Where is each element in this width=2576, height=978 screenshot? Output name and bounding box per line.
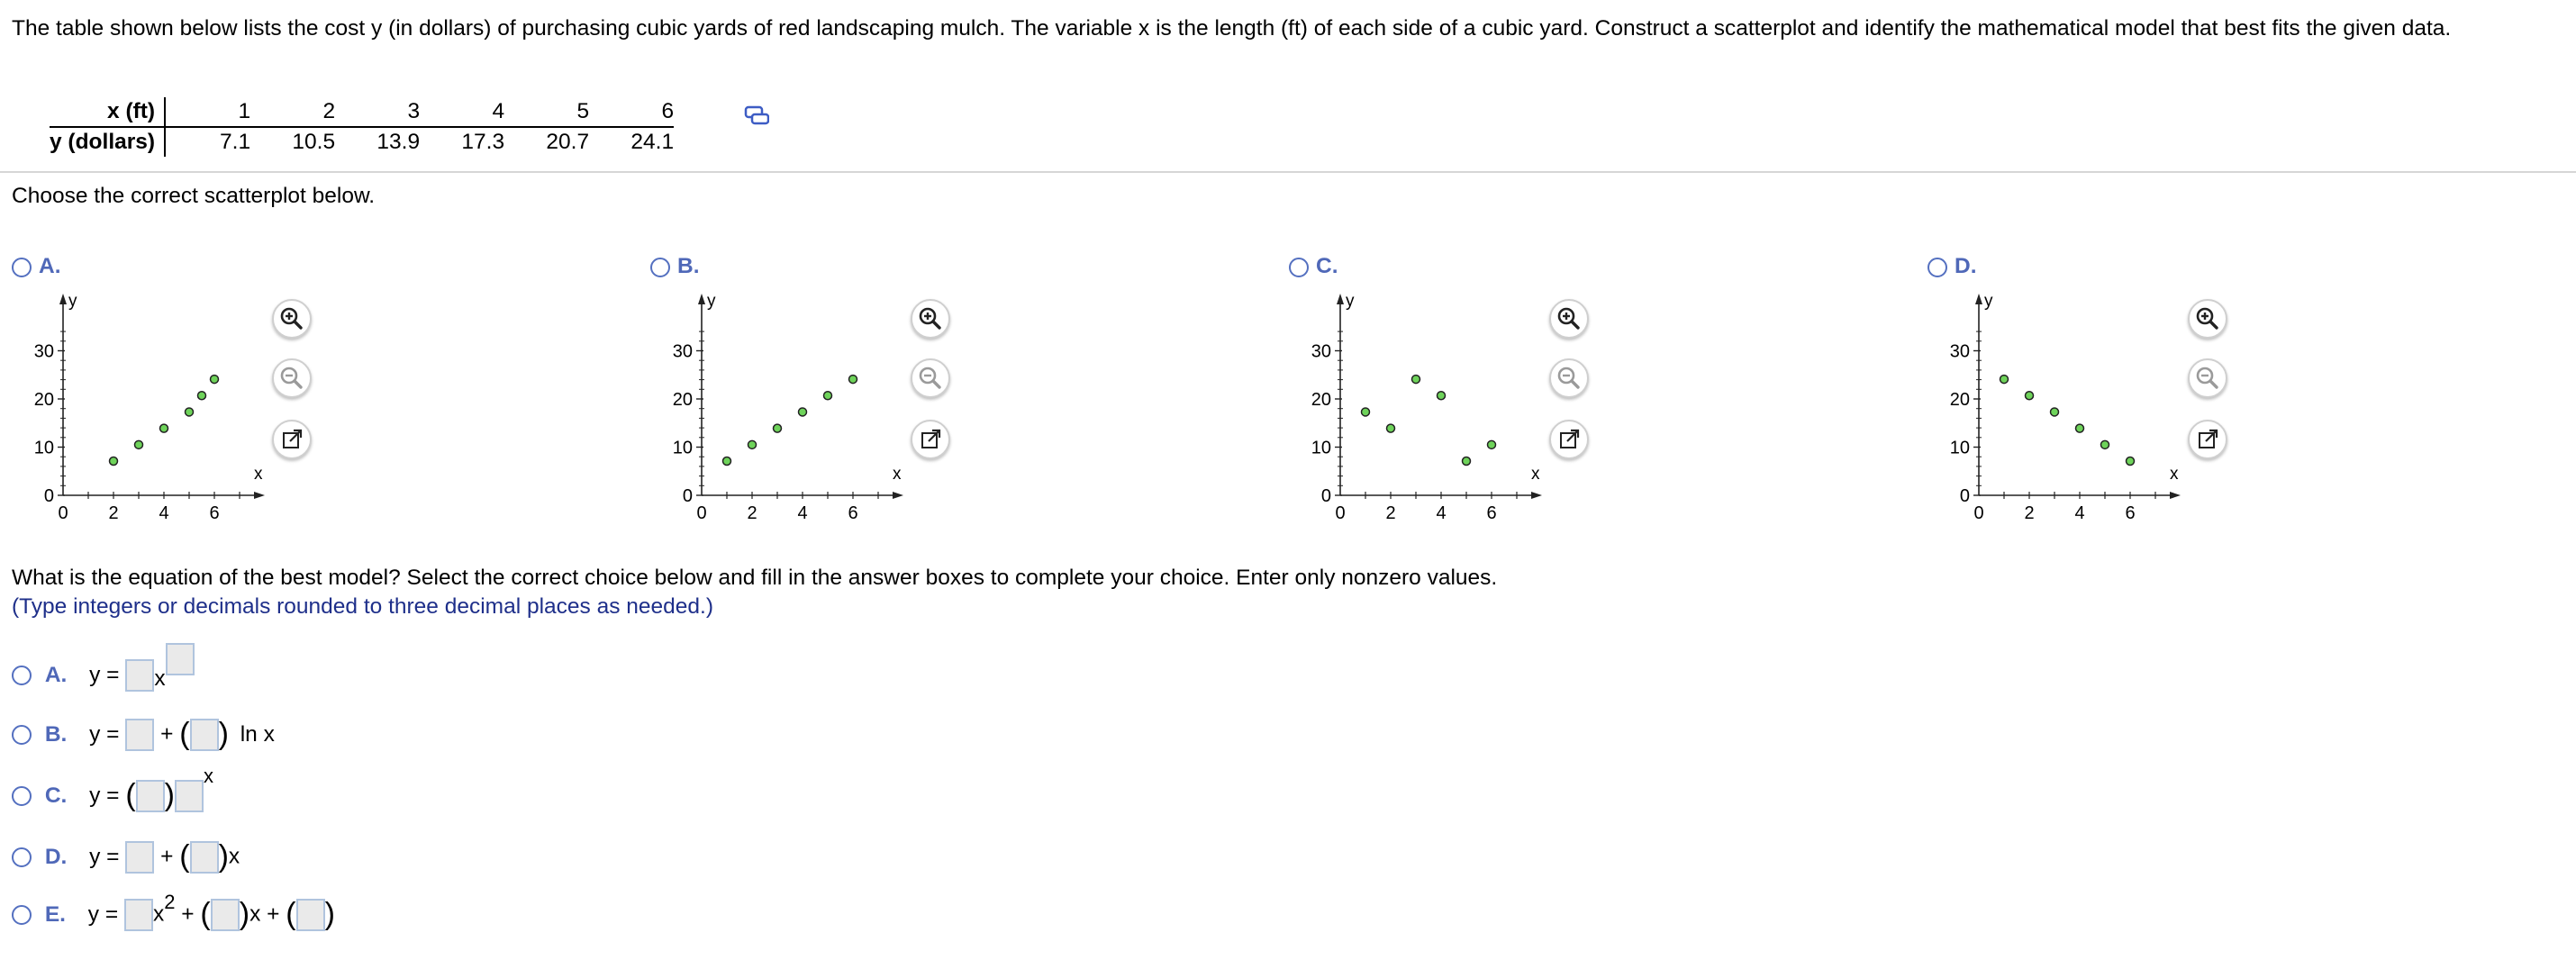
y-axis-arrow: [1975, 294, 1982, 304]
y-tick-label: 30: [1311, 341, 1331, 362]
y-axis-arrow: [698, 294, 705, 304]
y-tick-label: 20: [1311, 390, 1331, 410]
equation-hint: (Type integers or decimals rounded to three decimal places as needed.): [12, 594, 713, 619]
x-header: x (ft): [50, 97, 165, 127]
left-paren: (: [179, 839, 190, 874]
popout-button[interactable]: [272, 420, 312, 459]
plus-sign: +: [267, 901, 280, 927]
data-point: [1387, 424, 1395, 432]
x-value: 4: [420, 97, 504, 127]
answer-box-coefficient[interactable]: [136, 780, 165, 812]
x-value: 6: [589, 97, 674, 127]
zoom-out-button[interactable]: [1549, 358, 1589, 398]
y-value: 7.1: [220, 130, 251, 154]
data-point: [1412, 376, 1420, 384]
choice-letter: D.: [44, 844, 68, 869]
data-point: [1362, 408, 1370, 416]
answer-box-base[interactable]: [175, 780, 204, 812]
y-header: y (dollars): [50, 127, 165, 157]
x-value: 1: [165, 97, 250, 127]
copy-table-icon[interactable]: [744, 104, 769, 126]
x-tick-label: 2: [2024, 503, 2035, 523]
y-tick-label: 10: [672, 438, 693, 458]
zoom-out-icon: [274, 360, 310, 396]
y-value: 20.7: [546, 130, 590, 154]
equation-choice-b[interactable]: [12, 717, 275, 752]
data-point: [849, 376, 857, 384]
x-axis-arrow: [1531, 492, 1542, 499]
x-axis-arrow: [2170, 492, 2181, 499]
data-point: [2026, 392, 2034, 400]
radio-button[interactable]: [12, 725, 32, 745]
data-point: [1438, 392, 1446, 400]
ln-x: ln x: [240, 721, 275, 747]
equation-lhs: y =: [89, 844, 120, 869]
x-tick-label: 6: [1486, 503, 1497, 523]
scatter-choice-letter: C.: [1316, 254, 1338, 278]
data-point: [2101, 440, 2109, 448]
answer-box-quadratic[interactable]: [124, 899, 153, 931]
y-tick-label: 10: [1311, 438, 1331, 458]
popout-button[interactable]: [2188, 420, 2227, 459]
choice-letter: E.: [44, 901, 66, 927]
y-tick-label: 20: [33, 390, 54, 410]
radio-button[interactable]: [12, 847, 32, 867]
variable-x: x: [152, 901, 165, 927]
scatter-choice-letter: A.: [39, 254, 61, 278]
data-point: [748, 440, 757, 448]
data-point: [160, 424, 168, 432]
data-point: [723, 457, 731, 466]
data-point: [1488, 440, 1496, 448]
x-tick-label: 6: [848, 503, 858, 523]
zoom-in-icon: [912, 301, 948, 337]
scatterplot-d: [1923, 286, 2184, 530]
answer-box-coefficient[interactable]: [125, 659, 154, 692]
data-point: [135, 440, 143, 448]
data-table: [50, 97, 674, 157]
zoom-in-button[interactable]: [911, 299, 950, 339]
x-tick-label: 4: [2074, 503, 2085, 523]
scatter-prompt: Choose the correct scatterplot below.: [12, 184, 376, 208]
data-point: [110, 457, 118, 466]
variable-x: x: [228, 844, 240, 869]
zoom-out-icon: [912, 360, 948, 396]
answer-box-exponent[interactable]: [166, 643, 195, 675]
equation-lhs: y =: [89, 663, 120, 687]
plus-sign: +: [160, 721, 174, 747]
x-tick-label: 2: [1385, 503, 1396, 523]
scatter-choice-radio[interactable]: [650, 258, 670, 277]
x-axis-label: x: [1531, 465, 1540, 484]
y-axis-label: y: [707, 292, 716, 311]
data-point: [186, 408, 194, 416]
equation-choice-d[interactable]: [12, 839, 240, 874]
x-value: 2: [250, 97, 335, 127]
equation-lhs: y =: [89, 721, 120, 747]
y-tick-label: 10: [33, 438, 54, 458]
y-value: 24.1: [630, 130, 675, 154]
scatter-choice-letter: B.: [677, 254, 700, 278]
variable-x: x: [249, 901, 261, 927]
answer-box-linear[interactable]: [211, 899, 240, 931]
x-tick-label: 6: [2125, 503, 2136, 523]
y-value: 10.5: [292, 130, 336, 154]
radio-button[interactable]: [12, 786, 32, 806]
right-paren: ): [218, 717, 229, 751]
answer-box-constant[interactable]: [125, 719, 154, 751]
equation-prompt: What is the equation of the best model? Select the correct choice below and fill in the answer boxes to complete your choice. Enter only nonzero values.: [12, 566, 1498, 590]
y-value: 13.9: [376, 130, 421, 154]
data-point: [2051, 408, 2059, 416]
right-paren: ): [239, 897, 250, 931]
x-axis-label: x: [254, 465, 263, 484]
radio-button[interactable]: [12, 666, 32, 685]
x-tick-label: 6: [209, 503, 220, 523]
equation-choice-a[interactable]: [12, 659, 195, 692]
zoom-out-button[interactable]: [272, 358, 312, 398]
zoom-in-icon: [1551, 301, 1587, 337]
y-tick-label: 30: [33, 341, 54, 362]
exponent-2: 2: [164, 890, 176, 913]
answer-box-coefficient[interactable]: [190, 719, 219, 751]
popout-icon: [274, 421, 310, 457]
answer-box-constant[interactable]: [125, 841, 154, 874]
zoom-out-icon: [1551, 360, 1587, 396]
right-paren: ): [218, 839, 229, 874]
scatterplot-c: [1284, 286, 1546, 530]
scatter-choice-letter: D.: [1955, 254, 1977, 278]
zoom-out-button[interactable]: [911, 358, 950, 398]
x-axis-arrow: [254, 492, 265, 499]
y-axis-arrow: [59, 294, 67, 304]
data-point: [774, 424, 782, 432]
zoom-in-icon: [274, 301, 310, 337]
x-value: 3: [335, 97, 420, 127]
popout-button[interactable]: [911, 420, 950, 459]
y-tick-label: 10: [1949, 438, 1970, 458]
choice-letter: A.: [44, 663, 68, 687]
exponent-x: x: [203, 764, 213, 787]
equation-lhs: y =: [87, 901, 119, 927]
x-tick-label: 4: [797, 503, 808, 523]
x-tick-label: 0: [1335, 503, 1346, 523]
y-tick-label: 0: [1959, 486, 1970, 506]
scatter-choice-radio[interactable]: [12, 258, 32, 277]
table-row-x: [50, 97, 674, 127]
data-point: [2076, 424, 2084, 432]
equation-choice-e[interactable]: [12, 890, 335, 932]
zoom-out-icon: [2190, 360, 2226, 396]
x-tick-label: 4: [1436, 503, 1447, 523]
popout-icon: [1551, 421, 1587, 457]
popout-icon: [2190, 421, 2226, 457]
scatter-choice-radio[interactable]: [1289, 258, 1309, 277]
plus-sign: +: [181, 901, 195, 927]
data-point: [1463, 457, 1471, 466]
plus-sign: +: [160, 844, 174, 869]
left-paren: (: [286, 897, 296, 931]
y-axis-label: y: [1346, 292, 1355, 311]
y-tick-label: 0: [682, 486, 693, 506]
data-point: [799, 408, 807, 416]
choice-letter: B.: [44, 721, 68, 747]
x-tick-label: 4: [159, 503, 169, 523]
divider: [0, 171, 2576, 173]
answer-box-coefficient[interactable]: [190, 841, 219, 874]
left-paren: (: [179, 717, 190, 751]
y-axis-label: y: [1984, 292, 1993, 311]
x-value: 5: [504, 97, 589, 127]
question-text: The table shown below lists the cost y (in dollars) of purchasing cubic yards of red landscaping mulch. The variable x is the length (ft) of each side of a cubic yard. Construct a scatterplot and identify the mathematical model that best fits the given data.: [12, 16, 2452, 41]
table-row-y: [50, 127, 674, 157]
y-value: 17.3: [461, 130, 505, 154]
popout-icon: [912, 421, 948, 457]
zoom-out-button[interactable]: [2188, 358, 2227, 398]
y-tick-label: 30: [672, 341, 693, 362]
left-paren: (: [125, 778, 136, 812]
x-axis-label: x: [893, 465, 902, 484]
answer-box-constant[interactable]: [296, 899, 325, 931]
x-tick-label: 2: [108, 503, 119, 523]
zoom-in-button[interactable]: [1549, 299, 1589, 339]
x-axis-arrow: [893, 492, 903, 499]
equation-lhs: y =: [89, 783, 120, 808]
y-axis-arrow: [1337, 294, 1344, 304]
data-point: [198, 392, 206, 400]
right-paren: ): [164, 778, 175, 812]
data-point: [2127, 457, 2135, 466]
y-tick-label: 20: [672, 390, 693, 410]
x-tick-label: 2: [747, 503, 757, 523]
y-tick-label: 0: [43, 486, 54, 506]
data-point: [2000, 376, 2009, 384]
x-tick-label: 0: [1973, 503, 1984, 523]
choice-letter: C.: [44, 783, 68, 808]
x-axis-label: x: [2170, 465, 2179, 484]
x-tick-label: 0: [696, 503, 707, 523]
data-point: [824, 392, 832, 400]
scatterplot-b: [646, 286, 907, 530]
popout-button[interactable]: [1549, 420, 1589, 459]
variable-x: x: [154, 666, 166, 691]
data-point: [211, 376, 219, 384]
y-tick-label: 0: [1320, 486, 1331, 506]
right-paren: ): [324, 897, 335, 931]
equation-choice-c[interactable]: [12, 764, 213, 813]
y-tick-label: 20: [1949, 390, 1970, 410]
scatterplot-a: [7, 286, 268, 530]
y-axis-label: y: [68, 292, 77, 311]
zoom-in-button[interactable]: [2188, 299, 2227, 339]
zoom-in-icon: [2190, 301, 2226, 337]
radio-button[interactable]: [12, 905, 32, 925]
x-tick-label: 0: [58, 503, 68, 523]
left-paren: (: [200, 897, 211, 931]
scatter-choice-radio[interactable]: [1927, 258, 1947, 277]
y-tick-label: 30: [1949, 341, 1970, 362]
zoom-in-button[interactable]: [272, 299, 312, 339]
